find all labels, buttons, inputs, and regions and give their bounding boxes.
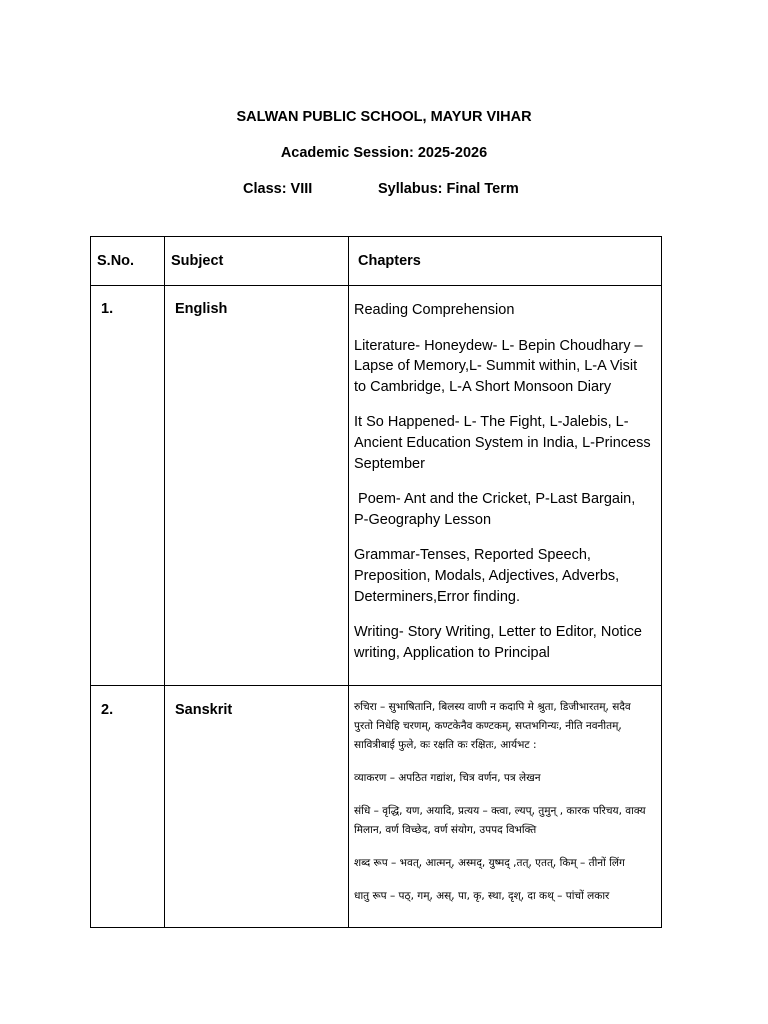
table-header-row [91,237,662,286]
column-header-subject-label: Subject [171,253,224,269]
subject-name: English [175,301,228,317]
chapters-list [349,686,661,906]
chapter-item: रुचिरा – सुभाषितानि, बिलस्य वाणी न कदापि मे श्रुता, डिजीभारतम्, सदैव पुरतो निधेहि चरणम्, कण्टकेनैव कण्टकम्, सप्तभगिन्यः, नीति नवनीतम्, सावित्रीबाई फुले, कः रक्षति कः रक्षितः, आर्यभट : [354,701,631,751]
syllabus-label: Syllabus: Final Term [378,181,519,197]
sno-value: 1. [101,301,114,317]
subject-cell [165,286,349,686]
chapter-item: Writing- Story Writing, Letter to Editor, Notice writing, Application to Principal [354,624,642,661]
chapter-item: It So Happened- L- The Fight, L-Jalebis, L-Ancient Education System in India, L-Princess September [354,414,651,472]
academic-session: Academic Session: 2025-2026 [280,145,488,161]
table-row-sanskrit [91,686,662,928]
sno-cell [91,686,165,928]
column-header-subject [165,237,349,286]
sno-value: 2. [101,702,114,718]
chapter-item: शब्द रूप – भवत्, आत्मन्, अस्मद्, युष्मद् ,तत्, एतत्, किम् – तीनों लिंग [354,857,625,869]
chapters-list [349,286,661,663]
chapter-item: Literature- Honeydew- L- Bepin Choudhary – Lapse of Memory,L- Summit within, L-A Visit to Cambridge, L-A Short Monsoon Diary [354,337,643,395]
sno-cell [91,286,165,686]
subject-name: Sanskrit [175,702,233,718]
chapters-cell [349,686,662,928]
subject-cell [165,686,349,928]
column-header-sno-label: S.No. [97,253,135,269]
column-header-sno [91,237,165,286]
chapters-cell [349,286,662,686]
chapter-item: संधि – वृद्धि, यण, अयादि, प्रत्यय – क्त्वा, ल्यप्, तुमुन् , कारक परिचय, वाक्य मिलान, वर्ण विच्छेद, वर्ण संयोग, उपपद विभक्ति [354,805,646,836]
syllabus-table [90,236,662,928]
table-row-english [91,286,662,686]
chapter-item: धातु रूप – पठ्, गम्, अस्, पा, कृ, स्था, दृश्, दा कथ् – पांचों लकार [354,890,610,902]
chapter-item: Poem- Ant and the Cricket, P-Last Bargain, P-Geography Lesson [354,491,640,528]
class-label: Class: VIII [243,181,313,197]
chapter-item: व्याकरण – अपठित गद्यांश, चित्र वर्णन, पत्र लेखन [354,772,541,784]
column-header-chapters [349,237,662,286]
chapter-item: Reading Comprehension [354,302,515,318]
column-header-chapters-label: Chapters [358,253,421,269]
school-name: SALWAN PUBLIC SCHOOL, MAYUR VIHAR [236,109,532,125]
chapter-item: Grammar-Tenses, Reported Speech, Preposition, Modals, Adjectives, Adverbs, Determiners,Error finding. [354,547,620,605]
